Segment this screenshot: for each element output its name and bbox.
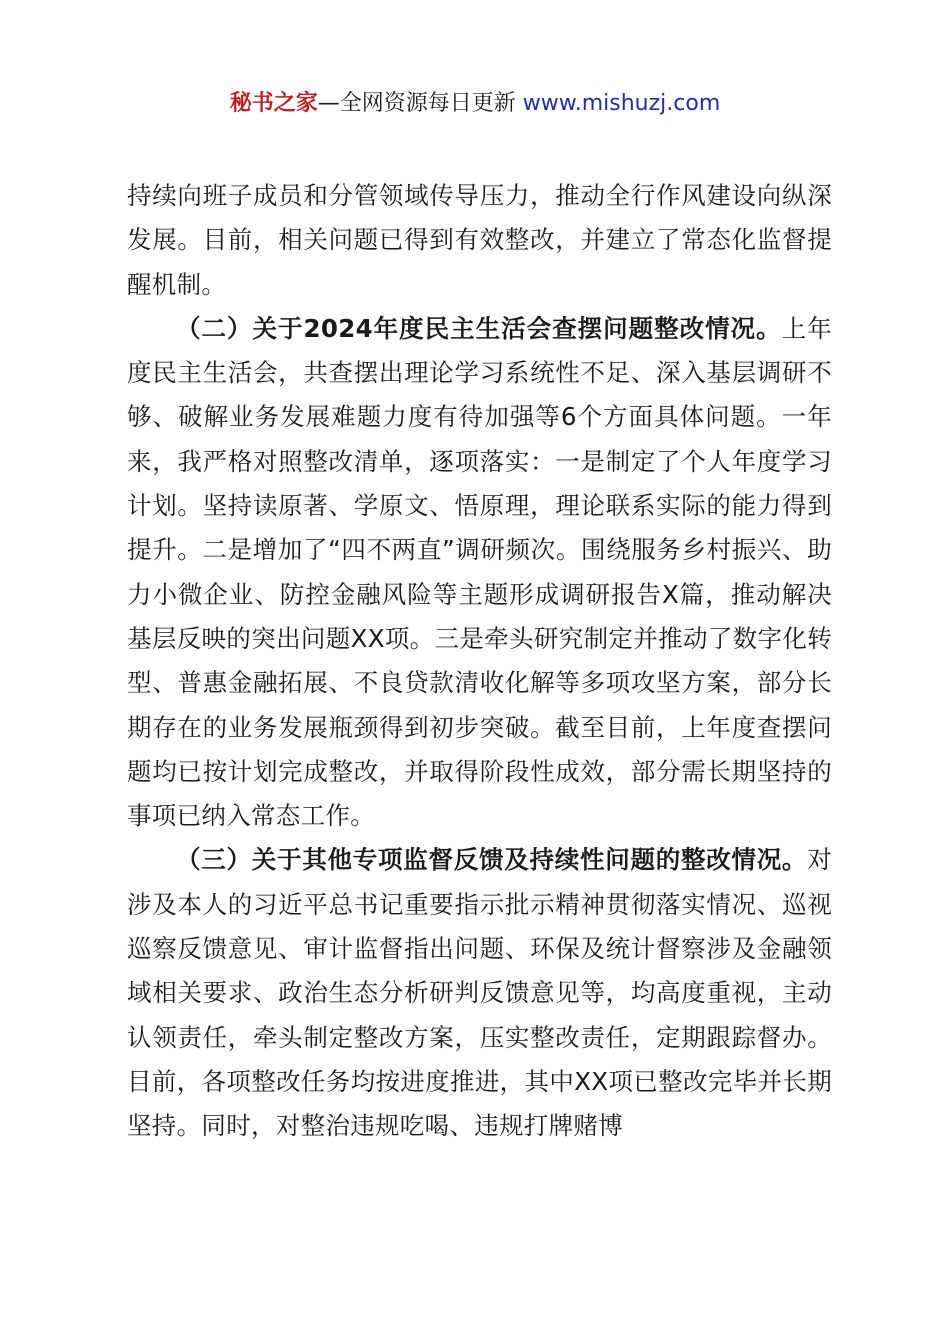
header-tagline: —全网资源每日更新 — [317, 91, 523, 116]
section-heading: （三）关于其他专项监督反馈及持续性问题的整改情况。 — [176, 845, 808, 875]
paragraph-text: 上年度民主生活会，共查摆出理论学习系统性不足、深入基层调研不够、破解业务发展难题力度有待加强等6个方面具体问题。一年来，我严格对照整改清单，逐项落实：一是制定了个人年度学习计划。坚持读原著、学原文、悟原理，理论联系实际的能力得到提升。二是增加了“四不两直”调研频次。围绕服务乡村振兴、助力小微企业、防控金融风险等主题形成调研报告X篇，推动解决基层反映的突出问题XX项。三是牵头研究制定并推动了数字化转型、普惠金融拓展、不良贷款清收化解等多项攻坚方案，部分长期存在的业务发展瓶颈得到初步突破。截至目前，上年度查摆问题均已按计划完成整改，并取得阶段性成效，部分需长期坚持的事项已纳入常态工作。 — [127, 313, 833, 831]
paragraph-section-3 — [127, 838, 832, 1148]
page-header — [0, 88, 950, 120]
document-body — [127, 174, 832, 1149]
section-heading: （二）关于2024年度民主生活会查摆问题整改情况。 — [176, 313, 782, 343]
header-site-link[interactable]: www.mishuzj.com — [522, 91, 721, 116]
header-brand: 秘书之家 — [229, 91, 318, 116]
paragraph-text: 持续向班子成员和分管领域传导压力，推动全行作风建设向纵深发展。目前，相关问题已得到有效整改，并建立了常态化监督提醒机制。 — [127, 181, 832, 299]
paragraph-text: 对涉及本人的习近平总书记重要指示批示精神贯彻落实情况、巡视巡察反馈意见、审计监督指出问题、环保及统计督察涉及金融领域相关要求、政治生态分析研判反馈意见等，均高度重视，主动认领责任，牵头制定整改方案，压实整改责任，定期跟踪督办。目前，各项整改任务均按进度推进，其中XX项已整改完毕并长期坚持。同时，对整治违规吃喝、违规打牌赌博 — [127, 845, 832, 1141]
paragraph-continuation — [127, 174, 832, 307]
paragraph-section-2 — [127, 307, 832, 839]
